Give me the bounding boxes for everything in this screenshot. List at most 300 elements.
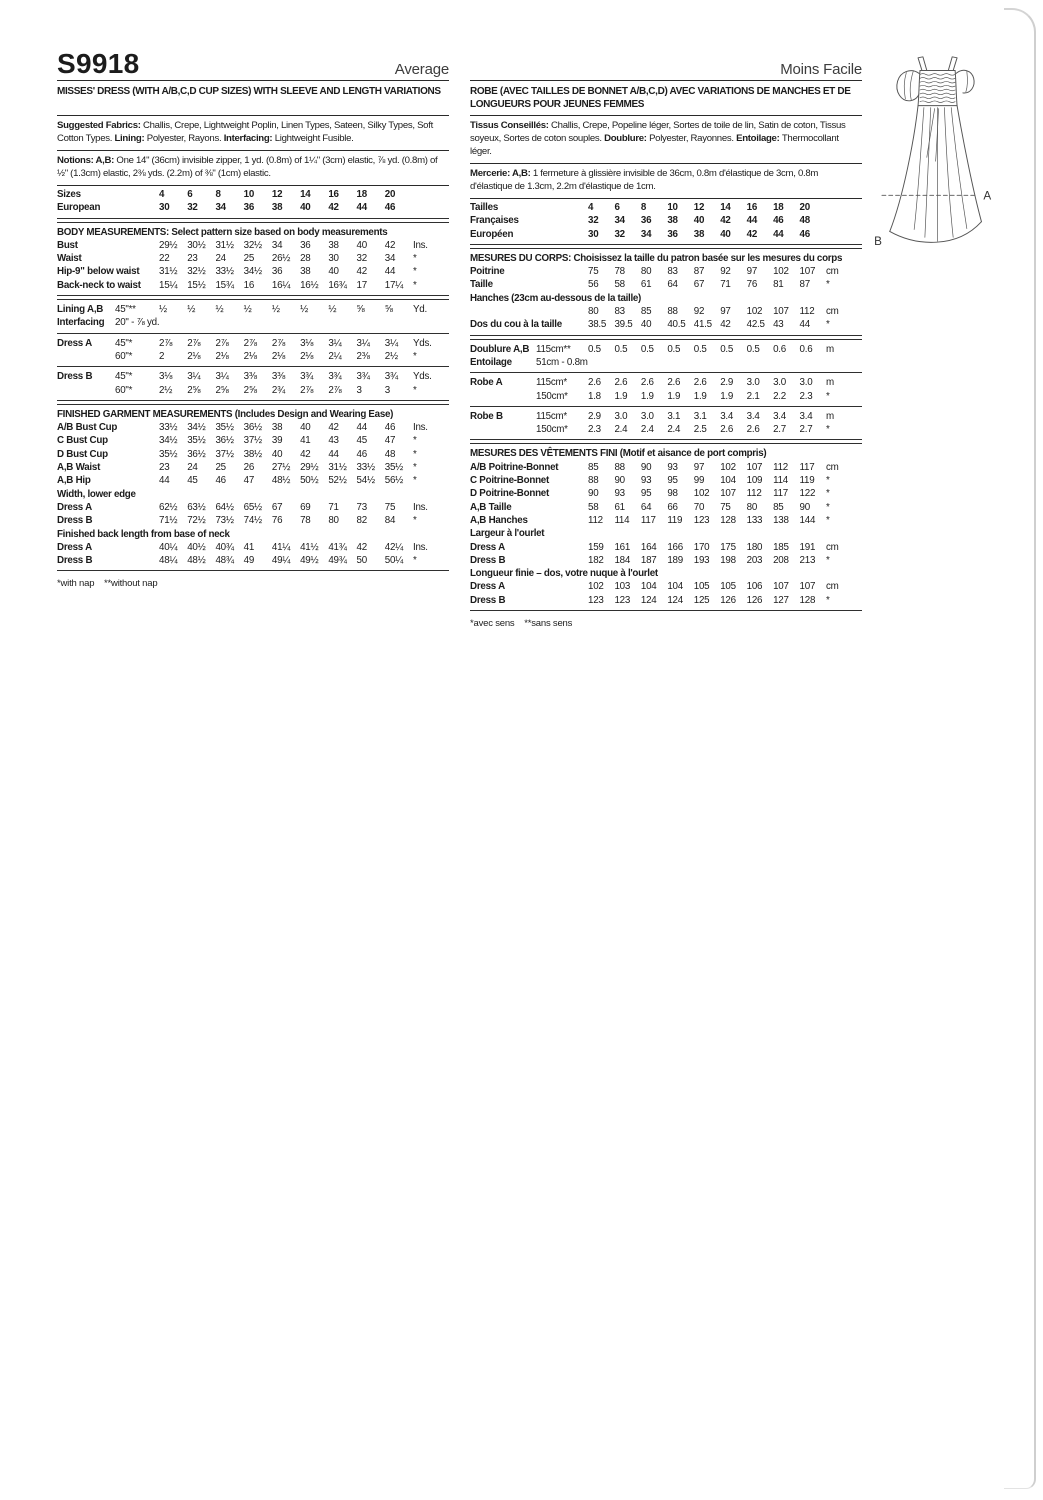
- value-cell: 26: [243, 462, 255, 474]
- value-cell: 123: [614, 594, 631, 606]
- value-cell: 34: [271, 239, 283, 251]
- row-label: Poitrine: [470, 266, 505, 278]
- row-label: C Poitrine-Bonnet: [470, 475, 550, 487]
- value-cell: 159: [588, 541, 604, 553]
- paragraph-lead-in: Mercerie: A,B:: [470, 168, 533, 179]
- value-cell: 42¼: [384, 541, 404, 553]
- value-cell: 2⅞: [328, 384, 342, 396]
- value-cell: 213: [799, 554, 816, 566]
- value-cell: 88: [667, 306, 678, 318]
- value-cell: 34½: [159, 435, 178, 447]
- unit-cell: *: [826, 594, 830, 606]
- value-cell: 22: [159, 253, 170, 265]
- value-cell: 93: [614, 488, 625, 500]
- value-cell: 50½: [300, 475, 319, 487]
- value-cell: 2⅞: [271, 337, 285, 349]
- table-row: [57, 370, 449, 383]
- value-cell: 74½: [243, 515, 262, 527]
- value-cell: 24: [215, 253, 226, 265]
- value-cell: 40: [271, 448, 283, 460]
- value-cell: 23: [159, 462, 170, 474]
- value-cell: ½: [215, 304, 224, 316]
- value-cell: 36½: [243, 422, 262, 434]
- row-label: Européen: [470, 228, 514, 240]
- value-cell: 3.1: [693, 410, 707, 422]
- value-cell: 2⅜: [356, 350, 370, 362]
- value-cell: ⅝: [356, 304, 365, 316]
- value-cell: 126: [720, 594, 736, 606]
- value-cell: 0.5: [640, 343, 654, 355]
- value-cell: 37½: [243, 435, 262, 447]
- rule-divider: [57, 366, 449, 367]
- table-row: [57, 265, 449, 278]
- value-cell: 3.0: [614, 410, 628, 422]
- value-cell: 41.5: [693, 319, 712, 331]
- value-cell: 29½: [300, 462, 319, 474]
- value-cell: 2.9: [588, 410, 601, 422]
- english-header: [57, 46, 449, 81]
- value-cell: 85: [588, 461, 599, 473]
- value-cell: 48¾: [215, 555, 234, 567]
- value-cell: ½: [243, 304, 252, 316]
- row-label: Lining A,B: [57, 304, 104, 316]
- value-cell: 0.5: [588, 343, 601, 355]
- rule-divider: [470, 406, 862, 407]
- value-cell: 1.9: [720, 390, 734, 402]
- value-cell: 2.5: [693, 424, 707, 436]
- value-cell: 125: [693, 594, 710, 606]
- value-cell: 49: [243, 555, 255, 567]
- value-cell: 3.0: [640, 410, 654, 422]
- value-cell: 25: [243, 253, 255, 265]
- value-cell: 2¼: [328, 350, 342, 362]
- table-row: [57, 474, 449, 487]
- value-cell: 117: [773, 488, 788, 500]
- row-label: [57, 350, 113, 363]
- value-cell: 3⅜: [243, 371, 257, 383]
- value-cell: 43: [773, 319, 784, 331]
- value-cell: 3.0: [746, 377, 760, 389]
- fabric-width-designator: 115cm*: [536, 410, 567, 422]
- value-cell: 105: [720, 581, 736, 593]
- table-row: [470, 265, 862, 278]
- value-cell: 45: [187, 475, 198, 487]
- value-cell: 40½: [187, 541, 206, 553]
- value-cell: 133: [746, 514, 763, 526]
- value-cell: 166: [667, 541, 683, 553]
- unit-cell: *: [412, 475, 417, 487]
- garment-title-en: [57, 81, 449, 116]
- value-cell: 67: [693, 279, 705, 291]
- value-cell: 3¼: [384, 337, 398, 349]
- double-rule-divider: [470, 439, 862, 444]
- value-cell: 208: [773, 554, 789, 566]
- pattern-number: S9918: [57, 48, 140, 79]
- value-cell: 47: [384, 435, 396, 447]
- table-row: [470, 554, 862, 567]
- row-label: Entoilage: [470, 356, 512, 368]
- value-cell: 34: [215, 202, 226, 214]
- value-cell: 16: [746, 202, 758, 213]
- unit-cell: [826, 228, 862, 241]
- value-cell: 88: [614, 461, 625, 473]
- row-label: Dress A: [57, 337, 92, 349]
- value-cell: 40: [640, 319, 652, 331]
- value-cell: 2.7: [773, 424, 786, 436]
- value-cell: 189: [667, 554, 683, 566]
- value-cell: 97: [720, 306, 731, 318]
- value-cell: 3.1: [667, 410, 681, 422]
- section-heading: FINISHED GARMENT MEASUREMENTS (Includes Design and Wearing Ease): [57, 408, 394, 420]
- unit-cell: Ins.: [412, 501, 428, 513]
- value-cell: 0.5: [693, 343, 707, 355]
- dress-line-art: [882, 57, 982, 243]
- row-label: Françaises: [470, 215, 519, 227]
- notions-paragraph-fr: [470, 164, 862, 199]
- value-cell: 2⅛: [243, 350, 257, 362]
- garment-title-fr: [470, 81, 862, 116]
- value-cell: 138: [773, 514, 789, 526]
- unit-cell: Ins.: [412, 422, 428, 434]
- table-row: [57, 188, 449, 201]
- value-cell: 46: [384, 202, 396, 214]
- fabric-width-designator: 45"*: [115, 337, 133, 349]
- value-cell: 107: [773, 306, 789, 318]
- value-cell: 15¼: [159, 279, 178, 291]
- value-cell: 2⅝: [243, 384, 257, 396]
- value-cell: 92: [720, 266, 731, 278]
- row-label: Taille: [470, 279, 493, 291]
- table-row: [57, 448, 449, 461]
- value-cell: ½: [300, 304, 309, 316]
- value-cell: 36: [300, 239, 311, 251]
- table-row: [470, 541, 862, 554]
- double-rule-divider: [57, 218, 449, 223]
- french-column: [470, 46, 862, 629]
- value-cell: 33½: [356, 462, 375, 474]
- fabric-width-designator: 45"*: [115, 371, 133, 383]
- value-cell: 52½: [328, 475, 347, 487]
- value-cell: 123: [588, 594, 604, 606]
- unit-cell: Yds.: [412, 337, 432, 349]
- unit-cell: *: [826, 501, 830, 513]
- row-label: D Bust Cup: [57, 448, 108, 460]
- value-cell: 85: [640, 306, 652, 318]
- value-cell: 30: [328, 253, 339, 265]
- value-cell: 38: [271, 202, 283, 214]
- value-cell: 16¼: [271, 279, 291, 291]
- unit-cell: [413, 188, 449, 201]
- row-label: Hip-9" below waist: [57, 266, 140, 278]
- table-row: [57, 252, 449, 265]
- rule-divider: [470, 372, 862, 373]
- value-cell: 184: [614, 554, 631, 566]
- value-cell: 104: [640, 581, 657, 593]
- table-row: [57, 201, 449, 214]
- value-cell: ½: [328, 304, 337, 316]
- value-cell: 97: [693, 461, 705, 473]
- value-cell: 2.9: [720, 377, 734, 389]
- table-row: [57, 350, 449, 363]
- value-cell: 4: [588, 202, 594, 213]
- value-cell: 36½: [187, 448, 206, 460]
- value-cell: 2.6: [693, 377, 707, 389]
- value-cell: 42: [746, 228, 758, 240]
- view-a-label: A: [983, 189, 992, 203]
- value-cell: 44: [328, 448, 339, 460]
- english-column: [57, 46, 449, 589]
- value-cell: 164: [640, 541, 657, 553]
- value-cell: 3¾: [356, 371, 370, 383]
- table-row: [57, 303, 449, 316]
- value-cell: 0.5: [667, 343, 681, 355]
- value-cell: 44: [746, 215, 758, 227]
- value-cell: 32½: [187, 266, 206, 278]
- value-cell: 3¼: [356, 337, 370, 349]
- value-cell: 2.6: [667, 377, 681, 389]
- value-cell: 107: [720, 488, 736, 500]
- value-cell: 46: [799, 228, 810, 240]
- value-cell: 80: [640, 266, 652, 278]
- value-cell: 2: [159, 350, 165, 362]
- value-cell: 99: [693, 475, 705, 487]
- value-cell: 3.4: [799, 410, 813, 422]
- value-cell: 50¼: [384, 555, 404, 567]
- paragraph-lead-in: Entoilage:: [736, 133, 782, 144]
- value-cell: 31½: [215, 239, 234, 251]
- unit-cell: cm: [826, 541, 839, 553]
- value-cell: 10: [243, 189, 255, 200]
- unit-cell: m: [826, 343, 834, 355]
- value-cell: 32: [614, 228, 625, 240]
- value-cell: 30: [588, 228, 599, 240]
- value-cell: 1.9: [640, 390, 654, 402]
- value-cell: 128: [720, 514, 736, 526]
- value-cell: 31½: [159, 266, 178, 278]
- value-cell: 38.5: [588, 319, 607, 331]
- unit-cell: [826, 214, 862, 227]
- unit-cell: *: [826, 488, 830, 500]
- value-cell: 112: [588, 514, 603, 526]
- value-cell: 41½: [300, 541, 319, 553]
- row-label: D Poitrine-Bonnet: [470, 488, 550, 500]
- value-cell: 102: [746, 306, 763, 318]
- table-row: [470, 461, 862, 474]
- value-cell: 30: [159, 202, 170, 214]
- value-cell: ½: [271, 304, 280, 316]
- value-cell: 84: [384, 515, 396, 527]
- value-cell: 46: [356, 448, 367, 460]
- value-cell: 40.5: [667, 319, 686, 331]
- unit-cell: Yds.: [412, 371, 432, 383]
- value-cell: 93: [667, 461, 678, 473]
- value-cell: 187: [640, 554, 657, 566]
- row-group-label: Largeur à l'ourlet: [470, 528, 545, 540]
- row-label: Robe A: [470, 377, 503, 389]
- value-cell: 2.4: [640, 424, 654, 436]
- row-label: [470, 390, 534, 403]
- value-cell: 3.4: [746, 410, 760, 422]
- unit-cell: *: [412, 350, 417, 362]
- value-cell: 122: [799, 488, 816, 500]
- value-cell: 37½: [215, 448, 234, 460]
- value-cell: 2⅞: [300, 384, 314, 396]
- value-cell: 4: [159, 189, 165, 200]
- value-cell: 41¼: [271, 541, 291, 553]
- unit-cell: cm: [826, 266, 839, 278]
- value-cell: 2.6: [614, 377, 628, 389]
- unit-cell: m: [826, 377, 834, 389]
- row-label: A,B Taille: [470, 501, 512, 513]
- table-row: [470, 474, 862, 487]
- value-cell: 47: [243, 475, 255, 487]
- value-cell: 45: [356, 435, 367, 447]
- value-cell: 2⅞: [187, 337, 201, 349]
- value-cell: 2¾: [271, 384, 285, 396]
- value-cell: 87: [799, 279, 810, 291]
- value-cell: 42: [384, 239, 396, 251]
- unit-cell: *: [826, 390, 830, 402]
- value-cell: 3.4: [773, 410, 786, 422]
- value-cell: 3¾: [300, 371, 314, 383]
- value-cell: 34: [640, 228, 652, 240]
- unit-cell: *: [826, 319, 830, 331]
- value-cell: 2.6: [746, 424, 760, 436]
- value-cell: 3¼: [328, 337, 342, 349]
- row-label: Dress B: [470, 594, 506, 606]
- value-cell: 44: [384, 266, 396, 278]
- value-cell: 80: [746, 501, 758, 513]
- paragraph-lead-in: Doublure:: [604, 133, 650, 144]
- row-label: Dress A: [470, 581, 505, 593]
- value-cell: 114: [773, 475, 788, 487]
- value-cell: 46: [384, 422, 396, 434]
- value-cell: 107: [799, 581, 816, 593]
- value-cell: ⅝: [384, 304, 393, 316]
- value-cell: 80: [328, 515, 339, 527]
- value-cell: 61: [640, 279, 652, 291]
- value-cell: 66: [667, 501, 678, 513]
- paragraph-text: Polyester, Rayonnes.: [649, 133, 737, 144]
- value-cell: 72½: [187, 515, 206, 527]
- value-cell: 112: [746, 488, 762, 500]
- value-cell: 198: [720, 554, 736, 566]
- value-cell: 42: [720, 215, 731, 227]
- table-row: [57, 239, 449, 252]
- row-label: Dress A: [57, 501, 92, 513]
- fabric-width-designator: 45"**: [115, 304, 136, 316]
- value-cell: 44: [356, 422, 367, 434]
- section-heading: MESURES DU CORPS: Choisissez la taille du patron basée sur les mesures du corps: [470, 252, 843, 264]
- value-cell: 2.6: [588, 377, 601, 389]
- value-cell: 6: [614, 202, 620, 213]
- value-cell: 16: [243, 279, 255, 291]
- table-row: [470, 501, 862, 514]
- value-cell: 119: [799, 475, 815, 487]
- notions-paragraph-en: [57, 151, 449, 186]
- value-cell: 44: [159, 475, 170, 487]
- value-cell: 2⅛: [300, 350, 314, 362]
- value-cell: 2⅝: [215, 384, 229, 396]
- value-cell: 58: [588, 501, 599, 513]
- measurement-tables-fr: [470, 199, 862, 629]
- value-cell: 38: [328, 239, 339, 251]
- value-cell: 15½: [187, 279, 206, 291]
- value-cell: 42: [720, 319, 731, 331]
- section-heading: BODY MEASUREMENTS: Select pattern size based on body measurements: [57, 226, 388, 238]
- value-cell: 40¼: [159, 541, 178, 553]
- garment-title-text-fr: ROBE (AVEC TAILLES DE BONNET A/B,C,D) AVEC VARIATIONS DE MANCHES ET DE LONGUEURS POUR JEUNES FEMMES: [470, 86, 851, 110]
- value-cell: 95: [640, 488, 652, 500]
- row-group-label: Longueur finie – dos, votre nuque à l'ourlet: [470, 568, 658, 580]
- unit-cell: cm: [826, 306, 839, 318]
- value-cell: 82: [356, 515, 367, 527]
- value-cell: 12: [693, 202, 705, 213]
- value-cell: 161: [614, 541, 631, 553]
- value-cell: 15¾: [215, 279, 234, 291]
- fabric-width-note: 51cm - 0.8m: [536, 356, 588, 368]
- value-cell: 32: [588, 215, 599, 227]
- fabric-width-designator: 115cm*: [536, 377, 567, 389]
- row-label: Sizes: [57, 189, 81, 200]
- value-cell: 3⅜: [271, 371, 285, 383]
- table-row: [470, 356, 862, 369]
- value-cell: 71: [328, 501, 339, 513]
- paragraph-text: Thermocollant léger.: [470, 133, 839, 157]
- row-label: A/B Bust Cup: [57, 422, 118, 434]
- value-cell: 128: [799, 594, 816, 606]
- unit-cell: cm: [826, 581, 839, 593]
- value-cell: 63½: [187, 501, 206, 513]
- value-cell: 97: [746, 266, 758, 278]
- row-label: Interfacing: [57, 317, 105, 329]
- table-row: [470, 214, 862, 227]
- fabric-width-designator: 150cm*: [536, 424, 568, 436]
- value-cell: 40: [300, 422, 311, 434]
- unit-cell: [413, 201, 449, 214]
- value-cell: 50: [356, 555, 367, 567]
- fabric-width-designator: 60"*: [115, 384, 133, 396]
- table-row: [470, 514, 862, 527]
- value-cell: 2⅛: [271, 350, 285, 362]
- value-cell: 17: [356, 279, 367, 291]
- value-cell: 40: [328, 266, 339, 278]
- table-row: [470, 228, 862, 241]
- table-row: [470, 594, 862, 607]
- fabric-width-designator: 150cm*: [536, 390, 568, 402]
- value-cell: 56½: [384, 475, 404, 487]
- value-cell: 33½: [159, 422, 178, 434]
- value-cell: 39: [271, 435, 283, 447]
- row-label: Dress B: [57, 515, 93, 527]
- value-cell: 38: [667, 215, 678, 227]
- value-cell: 14: [720, 202, 731, 213]
- row-label: Dress A: [57, 541, 92, 553]
- value-cell: 170: [693, 541, 710, 553]
- table-row: [470, 201, 862, 214]
- table-row: [57, 316, 449, 329]
- value-cell: 28: [300, 253, 311, 265]
- value-cell: 105: [693, 581, 710, 593]
- value-cell: 0.5: [746, 343, 760, 355]
- value-cell: 2⅝: [187, 384, 201, 396]
- value-cell: 64½: [215, 501, 234, 513]
- value-cell: 2.3: [799, 390, 813, 402]
- garment-title-text-en: MISSES' DRESS (WITH A/B,C,D CUP SIZES) WITH SLEEVE AND LENGTH VARIATIONS: [57, 86, 441, 97]
- value-cell: 43: [328, 435, 339, 447]
- value-cell: 56: [588, 279, 599, 291]
- value-cell: 182: [588, 554, 604, 566]
